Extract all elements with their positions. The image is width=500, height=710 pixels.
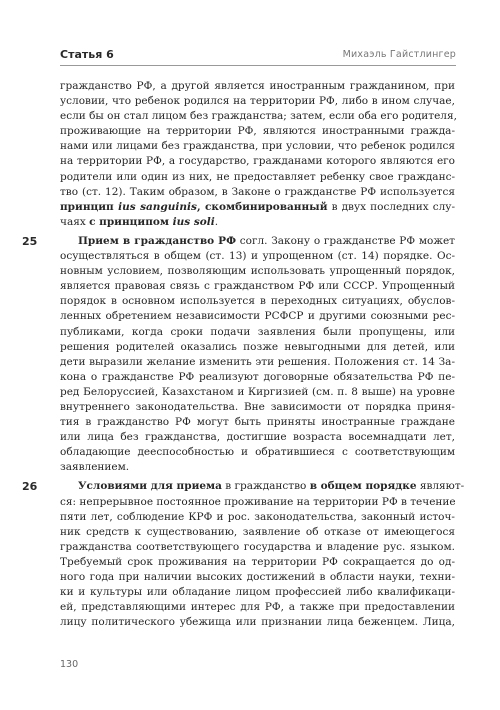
text-line: ред Белоруссией, Казахстаном и Киргизией (см. п. 8 выше) на уровне bbox=[60, 385, 455, 398]
text-line: тия в гражданство РФ могут быть приняты иностранные граждане bbox=[60, 416, 455, 429]
text-line: Прием в гражданство РФ согл. Закону о гражданстве РФ может bbox=[78, 234, 455, 247]
bold-term: Прием в гражданство РФ bbox=[78, 234, 237, 247]
text-line: если бы он стал лицом без гражданства; затем, если оба его родителя, bbox=[60, 110, 457, 123]
text-line: принцип ius sanguinis, скомбинированный в двух последних слу- bbox=[60, 200, 455, 213]
text-line: нами или лицами без гражданства, при условии, что ребенок родился bbox=[60, 140, 455, 153]
text-line: публиками, когда сроки подачи заявления были пропущены, или bbox=[60, 325, 455, 338]
text-line: ей, представляющими интерес для РФ, а также при предоставлении bbox=[60, 601, 455, 614]
text-line: порядок в основном используется в переходных ситуациях, обуслов- bbox=[60, 295, 455, 308]
header-rule bbox=[60, 65, 456, 66]
text-line: Условиями для приема в гражданство в общем порядке являют- bbox=[78, 480, 465, 493]
text-line: ного года при наличии высоких достижений в области науки, техни- bbox=[60, 571, 455, 583]
body-text bbox=[22, 79, 465, 630]
paragraph-26 bbox=[22, 479, 465, 630]
text-line: родители или один из них, не предоставляет ребенку свое гражданс- bbox=[60, 170, 455, 183]
text-line: лицу политического убежища или признании лица беженцем. Лица, bbox=[60, 616, 455, 629]
latin-term: ius sanguinis bbox=[118, 200, 197, 213]
paragraph-number: 25 bbox=[22, 234, 38, 248]
page-number: 130 bbox=[60, 659, 79, 670]
text-line: решения родителей оказались позже невыгодными для детей, или bbox=[60, 340, 455, 353]
latin-term: ius soli bbox=[172, 215, 215, 228]
text-line: чаях с принципом ius soli. bbox=[60, 215, 219, 228]
text-line: кона о гражданстве РФ реализуют договорные обязательства РФ пе- bbox=[60, 370, 455, 383]
text-line: внутреннего законодательства. Вне зависимости от порядка приня- bbox=[60, 400, 455, 413]
text-line: осуществляться в общем (ст. 13) и упрощенном (ст. 14) порядке. Ос- bbox=[60, 250, 455, 263]
text-line: или лица без гражданства, достигшие возраста восемнадцати лет, bbox=[60, 431, 455, 444]
bold-term: , скомбинированный bbox=[196, 200, 328, 213]
text-line: обладающие дееспособностью и обратившиеся с соответствующим bbox=[60, 446, 455, 459]
running-header bbox=[60, 48, 456, 64]
text-line: ся: непрерывное постоянное проживание на территории РФ в течение bbox=[60, 495, 456, 508]
header-article-title: Статья 6 bbox=[60, 48, 114, 61]
text-line: гражданство РФ, а другой является иностранным гражданином, при bbox=[60, 80, 455, 92]
bold-term: с принципом bbox=[89, 215, 173, 228]
text-line: новным условием, позволяющим использовать упрощенный порядок, bbox=[60, 265, 455, 278]
paragraph-number: 26 bbox=[22, 480, 38, 494]
text-line: ник средств к существованию, заявление об отказе от имеющегося bbox=[60, 525, 455, 538]
bold-term: Условиями для приема bbox=[78, 480, 222, 493]
text-line: проживающие на территории РФ, являются иностранными граждa- bbox=[60, 125, 455, 138]
text-line: ленных обретением независимости РСФСР и другими союзными рес- bbox=[60, 310, 455, 323]
text-line: Требуемый срок проживания на территории РФ сокращается до од- bbox=[60, 555, 455, 568]
bold-term: в общем порядке bbox=[309, 480, 417, 493]
text-line: является правовая связь с гражданством РФ или СССР. Упрощенный bbox=[60, 280, 455, 293]
text-line: условии, что ребенок родился на территории РФ, либо в ином случае, bbox=[60, 95, 455, 108]
text-line: дети выразили желание изменить эти решения. Положения ст. 14 За- bbox=[60, 355, 455, 368]
text-line: ки и культуры или обладание лицом профессией либо квалификаци- bbox=[60, 586, 455, 599]
text-line: заявлением. bbox=[60, 461, 130, 474]
paragraph-continuation bbox=[60, 79, 455, 230]
text-line: гражданства соответствующего государства и владение рус. языком. bbox=[60, 540, 455, 553]
text-line: тво (ст. 12). Таким образом, в Законе о гражданстве РФ используется bbox=[60, 185, 455, 198]
bold-term: принцип bbox=[60, 200, 119, 213]
text-line: пяти лет, соблюдение КРФ и рос. законодательства, законный источ- bbox=[60, 510, 455, 523]
paragraph-25 bbox=[22, 234, 455, 476]
text-line: на территории РФ, а государство, гражданами которого являются его bbox=[60, 155, 455, 168]
header-author: Михаэль Гайстлингер bbox=[342, 49, 456, 60]
